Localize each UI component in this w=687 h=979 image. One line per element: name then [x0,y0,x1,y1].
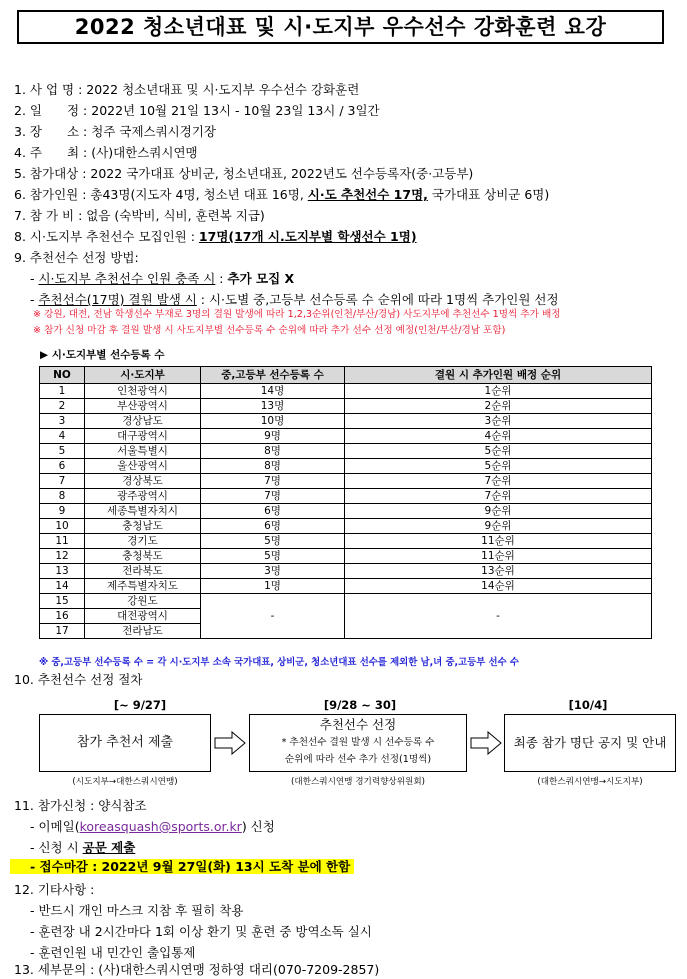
cell-count: 3명 [201,564,345,579]
step-1-date: [~ 9/27] [113,698,167,712]
cell-rank: 5순위 [345,444,652,459]
cell-region: 경기도 [85,534,201,549]
cell-no: 17 [40,624,85,639]
cell-rank: 7순위 [345,474,652,489]
cell-rank: 4순위 [345,429,652,444]
table-row [40,489,652,504]
document-line: - 신청 시 공문 제출 [30,840,136,855]
cell-no: 15 [40,594,85,609]
cell-no: 11 [40,534,85,549]
cell-no: 8 [40,489,85,504]
item-4: 4. 주 최 : (사)대한스쿼시연맹 [14,145,198,160]
step-2-caption: (대한스쿼시연맹 경기력향상위원회) [291,777,425,787]
table-footnote: ※ 중,고등부 선수등록 수 = 각 시·도지부 소속 국가대표, 상비군, 청소년대표 선수를 제외한 남,녀 중,고등부 선수 수 [39,657,519,668]
item-1: 1. 사 업 명 : 2022 청소년대표 및 시·도지부 우수선수 강화훈련 [14,82,360,97]
cell-no: 5 [40,444,85,459]
header-no: NO [40,367,85,384]
item-3: 3. 장 소 : 청주 국제스쿼시경기장 [14,124,216,139]
etc-line-2: - 훈련장 내 2시간마다 1회 이상 환기 및 훈련 중 방역소독 실시 [30,924,372,939]
item-9: 9. 추천선수 선정 방법: [14,250,139,265]
table-header-row [40,367,652,384]
cell-count: 8명 [201,444,345,459]
step-2-detail-2: 순위에 따라 선수 추가 선정(1명씩) [284,754,432,765]
cell-no: 4 [40,429,85,444]
cell-count: 10명 [201,414,345,429]
cell-rank: 2순위 [345,399,652,414]
cell-rank: 11순위 [345,534,652,549]
cell-no: 2 [40,399,85,414]
cell-count: 6명 [201,504,345,519]
page-title: 2022 청소년대표 및 시·도지부 우수선수 강화훈련 요강 [17,10,664,44]
cell-count: 9명 [201,429,345,444]
header-region: 시·도지부 [85,367,201,384]
etc-line-1: - 반드시 개인 마스크 지참 후 필히 착용 [30,903,244,918]
cell-count: 1명 [201,579,345,594]
section-13-contact: 13. 세부문의 : (사)대한스쿼시연맹 정하영 대리(070-7209-2857) [14,962,380,977]
table-row [40,384,652,399]
method-line-2: - 추천선수(17명) 결원 발생 시 : 시·도별 중,고등부 선수등록 수 순위에 따라 1명씩 추가인원 선정 [30,292,559,307]
table-row [40,429,652,444]
step-3-box [504,714,676,772]
table-row [40,564,652,579]
cell-count: 5명 [201,549,345,564]
step-2-detail-1: * 추천선수 결원 발생 시 선수등록 수 [281,737,435,748]
step-2-date: [9/28 ~ 30] [323,698,397,712]
cell-count: 7명 [201,474,345,489]
cell-region: 대전광역시 [85,609,201,624]
cell-region: 강원도 [85,594,201,609]
table-row [40,399,652,414]
header-rank: 결원 시 추가인원 배정 순위 [345,367,652,384]
item-5: 5. 참가대상 : 2022 국가대표 상비군, 청소년대표, 2022년도 선수등록자(중·고등부) [14,166,474,181]
table-row [40,459,652,474]
cell-rank: 9순위 [345,504,652,519]
cell-no: 16 [40,609,85,624]
step-1-caption: (시도지부→대한스쿼시연맹) [72,777,178,787]
email-link[interactable]: koreasquash@sports.or.kr [79,819,242,834]
table-row [40,444,652,459]
item-6: 6. 참가인원 : 총43명(지도자 4명, 청소년 대표 16명, 시·도 추천선수 17명, 국가대표 상비군 6명) [14,187,550,202]
email-line: - 이메일(koreasquash@sports.or.kr) 신청 [30,819,275,834]
cell-count: - [201,594,345,639]
item-7: 7. 참 가 비 : 없음 (숙박비, 식비, 훈련복 지급) [14,208,265,223]
registration-table [39,366,652,639]
table-caption: ▶ 시·도지부별 선수등록 수 [40,349,165,361]
cell-no: 9 [40,504,85,519]
step-1-text: 참가 추천서 제출 [76,735,174,750]
table-row [40,579,652,594]
cell-rank: - [345,594,652,639]
cell-region: 충청북도 [85,549,201,564]
cell-no: 12 [40,549,85,564]
cell-count: 14명 [201,384,345,399]
cell-count: 6명 [201,519,345,534]
cell-region: 경상북도 [85,474,201,489]
cell-region: 전라북도 [85,564,201,579]
method-line-1: - 시·도지부 추천선수 인원 충족 시 : 추가 모집 X [30,271,295,286]
cell-no: 13 [40,564,85,579]
cell-region: 전라남도 [85,624,201,639]
cell-region: 인천광역시 [85,384,201,399]
table-row [40,594,652,609]
cell-region: 세종특별자치시 [85,504,201,519]
cell-no: 10 [40,519,85,534]
cell-rank: 7순위 [345,489,652,504]
step-3-date: [10/4] [568,698,608,712]
step-3-text: 최종 참가 명단 공지 및 안내 [513,735,667,750]
table-row [40,534,652,549]
cell-no: 7 [40,474,85,489]
item-2: 2. 일 정 : 2022년 10월 21일 13시 - 10월 23일 13시 / 3일간 [14,103,380,118]
header-count: 중,고등부 선수등록 수 [201,367,345,384]
cell-region: 대구광역시 [85,429,201,444]
cell-rank: 14순위 [345,579,652,594]
cell-no: 6 [40,459,85,474]
item-8: 8. 시·도지부 추천선수 모집인원 : 17명(17개 시.도지부별 학생선수 1명) [14,229,417,244]
cell-rank: 11순위 [345,549,652,564]
cell-count: 13명 [201,399,345,414]
cell-region: 충청남도 [85,519,201,534]
table-row [40,504,652,519]
cell-region: 부산광역시 [85,399,201,414]
method-note-2: ※ 참가 신청 마감 후 결원 발생 시 사도지부별 선수등록 수 순위에 따라 추가 선수 선정 예정(인천/부산/경남 포함) [33,325,506,336]
cell-region: 제주특별자치도 [85,579,201,594]
cell-rank: 1순위 [345,384,652,399]
table-row [40,519,652,534]
method-note-1: ※ 강원, 대전, 전남 학생선수 부재로 3명의 결원 발생에 따라 1,2,3순위(인천/부산/경남) 사도지부에 추천선수 1명씩 추가 배정 [33,309,561,320]
section-11-heading: 11. 참가신청 : 양식참조 [14,798,147,813]
cell-region: 경상남도 [85,414,201,429]
deadline-line: - 접수마감 : 2022년 9월 27일(화) 13시 도착 분에 한함 [10,859,354,875]
cell-rank: 13순위 [345,564,652,579]
cell-count: 7명 [201,489,345,504]
cell-rank: 5순위 [345,459,652,474]
step-1-box [39,714,211,772]
section-12-heading: 12. 기타사항 : [14,882,95,897]
step-3-caption: (대한스쿼시연맹→시도지부) [537,777,643,787]
cell-region: 광주광역시 [85,489,201,504]
cell-no: 3 [40,414,85,429]
table-row [40,474,652,489]
cell-count: 5명 [201,534,345,549]
cell-region: 울산광역시 [85,459,201,474]
cell-count: 8명 [201,459,345,474]
cell-no: 1 [40,384,85,399]
table-row [40,549,652,564]
cell-region: 서울특별시 [85,444,201,459]
arrow-right-icon [470,731,502,755]
cell-rank: 9순위 [345,519,652,534]
arrow-right-icon [214,731,246,755]
section-10-heading: 10. 추천선수 선정 절차 [14,672,143,687]
step-2-box [249,714,467,772]
table-row [40,414,652,429]
cell-rank: 3순위 [345,414,652,429]
cell-no: 14 [40,579,85,594]
step-2-title: 추천선수 선정 [319,717,397,732]
etc-line-3: - 훈련인원 내 민간인 출입통제 [30,945,196,960]
